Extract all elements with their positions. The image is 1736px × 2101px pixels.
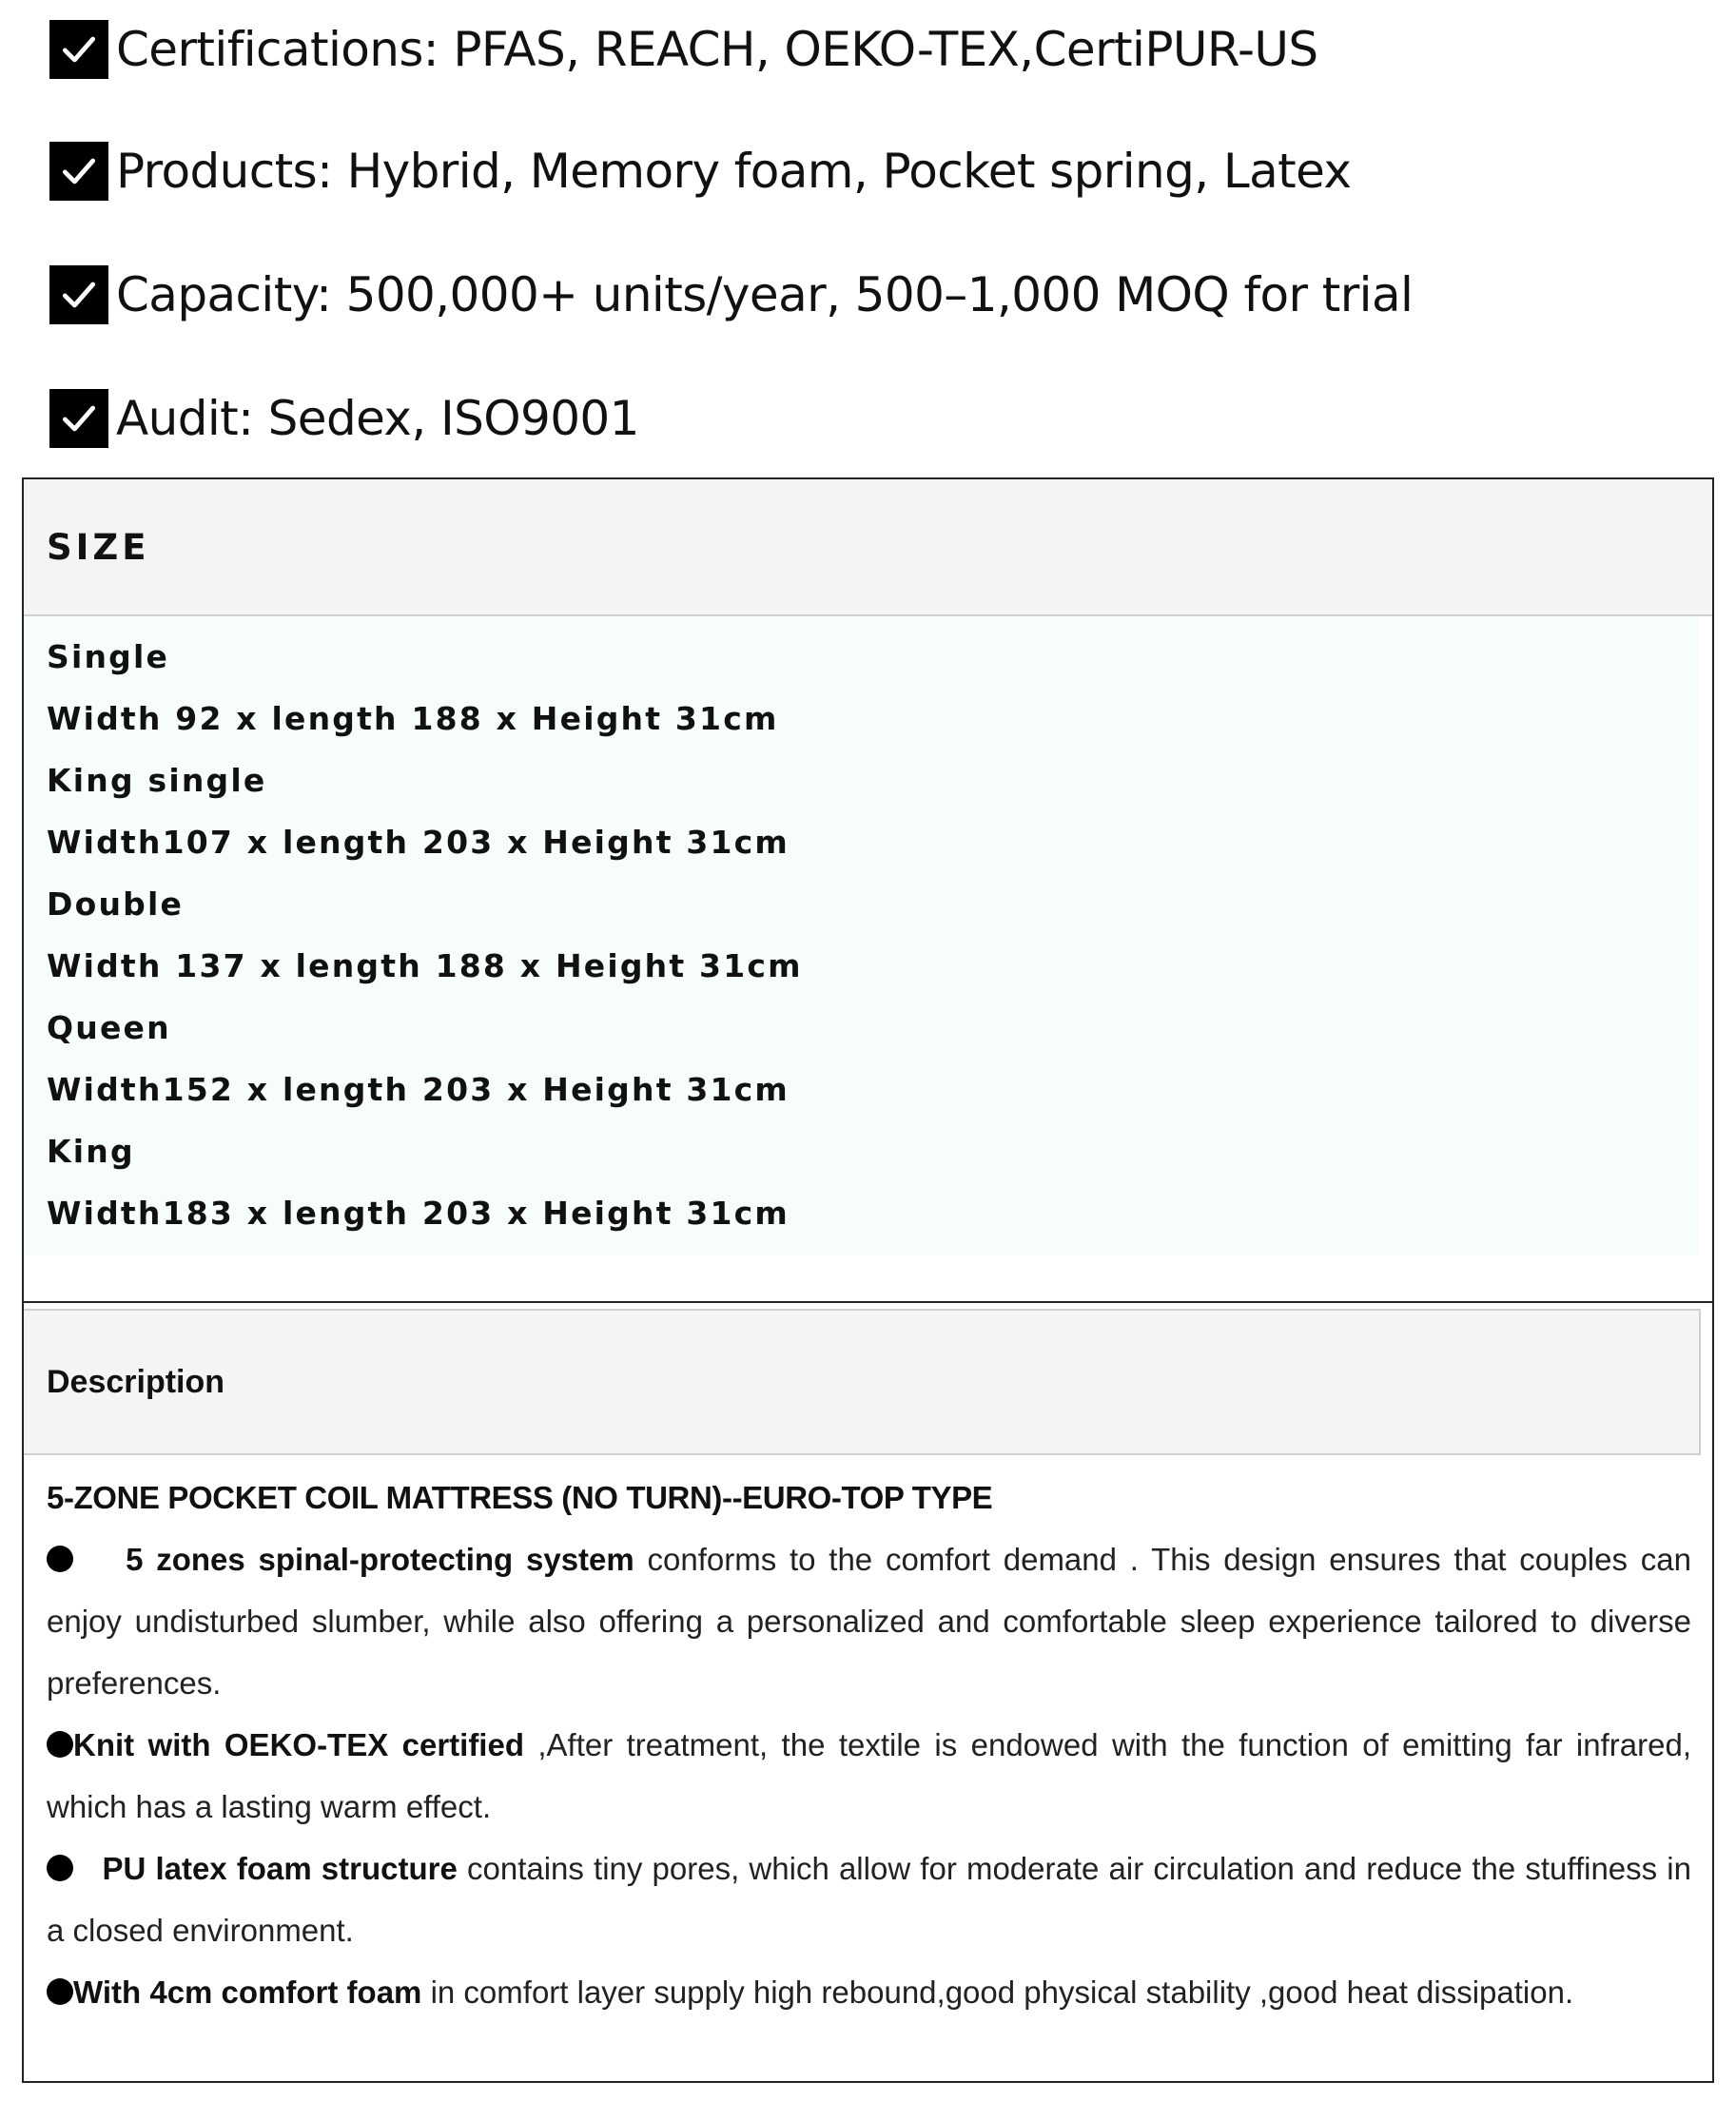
highlight-text: Products: Hybrid, Memory foam, Pocket spring, Latex [116,144,1352,199]
highlight-text: Capacity: 500,000+ units/year, 500–1,000 MOQ for trial [116,267,1414,322]
feature-text: conforms to the comfort demand . This design ensures that couples can enjoy undisturbed slumber, while also offering a personalized and comfortable sleep experience tailored to diverse preferences. [47,1542,1691,1701]
highlight-text: Certifications: PFAS, REACH, OEKO-TEX,CertiPUR-US [116,22,1318,77]
size-header [24,479,1712,616]
size-name: King [47,1133,135,1170]
feature-paragraph [47,1838,1691,1961]
feature-paragraph [47,1528,1691,1714]
feature-text: in comfort layer supply high rebound,good physical stability ,good heat dissipation. [421,1975,1574,2010]
size-list [24,616,1698,1255]
feature-title: With 4cm comfort foam [73,1975,422,2010]
checkbox-checked-icon [49,142,108,201]
highlight-item [49,257,1413,333]
feature-paragraph [47,1714,1691,1838]
bullet-icon [47,1855,73,1881]
description-header [24,1309,1701,1455]
highlight-text: Audit: Sedex, ISO9001 [116,391,639,446]
checkbox-checked-icon [49,265,108,324]
size-name: Queen [47,1009,171,1046]
size-name: King single [47,762,267,799]
size-panel [22,477,1714,1303]
product-heading: 5-ZONE POCKET COIL MATTRESS (NO TURN)--EURO-TOP TYPE [47,1480,993,1515]
feature-title: 5 zones spinal-protecting system [126,1542,634,1577]
feature-text: ,After treatment, the textile is endowed with the function of emitting far infrared, which has a lasting warm effect. [47,1727,1691,1824]
description-title: Description [47,1363,225,1400]
size-dimensions: Width107 x length 203 x Height 31cm [47,824,790,861]
bullet-icon [47,1978,73,2005]
feature-text: contains tiny pores, which allow for moderate air circulation and reduce the stuffiness in a closed environment. [47,1851,1691,1948]
highlight-item [49,11,1318,88]
feature-paragraph [47,1961,1691,2023]
size-dimensions: Width183 x length 203 x Height 31cm [47,1195,790,1232]
highlight-item [49,133,1351,209]
highlight-item [49,380,639,457]
size-title: SIZE [47,526,150,568]
description-panel [22,1303,1714,2083]
description-body [24,1455,1712,2023]
size-dimensions: Width 137 x length 188 x Height 31cm [47,947,803,984]
size-name: Single [47,638,170,675]
size-name: Double [47,885,185,923]
bullet-icon [47,1546,73,1572]
checkbox-checked-icon [49,20,108,79]
size-dimensions: Width 92 x length 188 x Height 31cm [47,700,779,737]
size-dimensions: Width152 x length 203 x Height 31cm [47,1071,790,1108]
checkbox-checked-icon [49,389,108,448]
feature-title: PU latex foam structure [102,1851,458,1886]
bullet-icon [47,1731,73,1758]
feature-title: Knit with OEKO-TEX certified [73,1727,524,1762]
